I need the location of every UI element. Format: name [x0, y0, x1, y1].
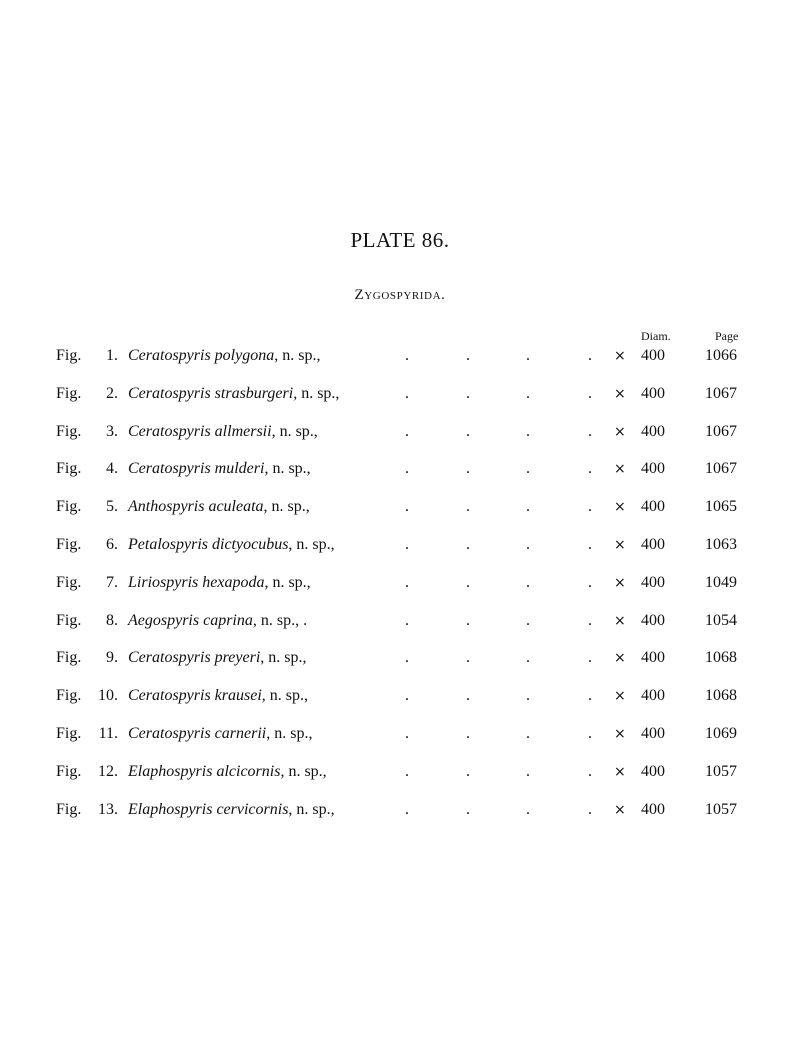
leader-dot: . [405, 347, 409, 364]
leader-dot: . [405, 724, 409, 742]
species-suffix: , n. sp., [274, 347, 321, 364]
figure-number: 9. [106, 649, 118, 667]
species-suffix: , n. sp., [288, 535, 335, 553]
leader-dot: . [466, 498, 470, 516]
species-entry [128, 645, 307, 671]
leader-dot: . [405, 800, 409, 818]
species-entry [128, 381, 339, 407]
figure-list [0, 343, 800, 834]
figure-label: Fig. [56, 422, 82, 440]
figure-number: 3. [106, 422, 118, 440]
figure-row [0, 683, 800, 721]
leader-dot: . [466, 800, 470, 818]
figure-label: Fig. [56, 498, 82, 516]
column-header-diam: Diam. [641, 329, 671, 343]
species-suffix: , n. sp., [288, 800, 335, 818]
leader-dot: . [526, 687, 530, 705]
leader-dot: . [526, 498, 530, 516]
section-title: Zygospyrida. [354, 287, 446, 303]
multiplication-sign: × [614, 499, 626, 516]
figure-label: Fig. [56, 535, 82, 553]
leader-dot: . [405, 762, 409, 780]
multiplication-sign: × [614, 763, 626, 780]
leader-dot: . [405, 384, 409, 402]
species-entry [128, 570, 311, 596]
page-number: 1057 [705, 800, 737, 818]
species-name: Ceratospyris krausei [128, 687, 262, 705]
species-entry [128, 721, 312, 747]
leader-dot: . [405, 498, 409, 516]
species-suffix: , n. sp., . [252, 611, 308, 629]
leader-dot: . [526, 762, 530, 780]
leader-dot: . [466, 611, 470, 629]
species-name: Anthospyris aculeata [128, 498, 264, 516]
leader-dot: . [588, 724, 592, 742]
species-name: Ceratospyris strasburgeri [128, 384, 294, 402]
magnification-value: 400 [641, 800, 665, 818]
leader-dot: . [466, 384, 470, 402]
leader-dot: . [405, 611, 409, 629]
species-name: Ceratospyris polygona [128, 347, 275, 364]
page-number: 1069 [705, 724, 737, 742]
figure-label: Fig. [56, 724, 82, 742]
leader-dot: . [466, 460, 470, 478]
leader-dot: . [405, 460, 409, 478]
leader-dot: . [466, 535, 470, 553]
leader-dot: . [526, 573, 530, 591]
magnification-value: 400 [641, 649, 665, 667]
figure-number: 12. [98, 762, 118, 780]
magnification-value: 400 [641, 724, 665, 742]
figure-number: 4. [106, 460, 118, 478]
figure-number: 1. [106, 347, 118, 364]
figure-number: 6. [106, 535, 118, 553]
species-entry [128, 343, 320, 369]
figure-number: 8. [106, 611, 118, 629]
species-name: Aegospyris caprina [128, 611, 253, 629]
figure-row [0, 381, 800, 419]
species-name: Ceratospyris preyeri [128, 649, 261, 667]
species-name: Ceratospyris carnerii [128, 724, 267, 742]
multiplication-sign: × [614, 574, 626, 591]
figure-row [0, 456, 800, 494]
figure-row [0, 570, 800, 608]
leader-dot: . [588, 687, 592, 705]
leader-dot: . [405, 535, 409, 553]
figure-number: 2. [106, 384, 118, 402]
figure-label: Fig. [56, 384, 82, 402]
leader-dot: . [588, 649, 592, 667]
species-entry [128, 797, 335, 823]
leader-dot: . [405, 573, 409, 591]
leader-dot: . [466, 762, 470, 780]
species-entry [128, 532, 335, 558]
figure-number: 11. [98, 724, 118, 742]
page-number: 1065 [705, 498, 737, 516]
figure-number: 5. [106, 498, 118, 516]
figure-label: Fig. [56, 611, 82, 629]
page-number: 1057 [705, 762, 737, 780]
page-number: 1068 [705, 649, 737, 667]
leader-dot: . [526, 611, 530, 629]
magnification-value: 400 [641, 762, 665, 780]
species-entry [128, 456, 311, 482]
figure-label: Fig. [56, 762, 82, 780]
species-suffix: , n. sp., [266, 724, 313, 742]
species-entry [128, 683, 308, 709]
leader-dot: . [526, 460, 530, 478]
leader-dot: . [405, 649, 409, 667]
figure-row [0, 343, 800, 381]
multiplication-sign: × [614, 688, 626, 705]
leader-dot: . [588, 611, 592, 629]
leader-dot: . [588, 535, 592, 553]
column-header-page: Page [715, 329, 739, 343]
leader-dot: . [588, 800, 592, 818]
multiplication-sign: × [614, 650, 626, 667]
figure-label: Fig. [56, 460, 82, 478]
page-number: 1049 [705, 573, 737, 591]
magnification-value: 400 [641, 573, 665, 591]
leader-dot: . [588, 422, 592, 440]
multiplication-sign: × [614, 461, 626, 478]
leader-dot: . [405, 687, 409, 705]
magnification-value: 400 [641, 422, 665, 440]
figure-row [0, 608, 800, 646]
species-name: Elaphospyris cervicornis [128, 800, 289, 818]
magnification-value: 400 [641, 460, 665, 478]
page-number: 1067 [705, 460, 737, 478]
multiplication-sign: × [614, 801, 626, 818]
page-number: 1066 [705, 347, 737, 364]
leader-dot: . [526, 422, 530, 440]
plate-title: PLATE 86. [350, 228, 450, 252]
multiplication-sign: × [614, 385, 626, 402]
leader-dot: . [466, 573, 470, 591]
figure-row [0, 721, 800, 759]
page-number: 1054 [705, 611, 737, 629]
leader-dot: . [405, 422, 409, 440]
leader-dot: . [526, 800, 530, 818]
magnification-value: 400 [641, 687, 665, 705]
leader-dot: . [466, 347, 470, 364]
species-suffix: , n. sp., [280, 762, 327, 780]
figure-number: 13. [98, 800, 118, 818]
species-entry [128, 494, 310, 520]
species-suffix: , n. sp., [260, 649, 307, 667]
figure-number: 7. [106, 573, 118, 591]
magnification-value: 400 [641, 498, 665, 516]
species-name: Petalospyris dictyocubus [128, 535, 289, 553]
species-suffix: , n. sp., [271, 422, 318, 440]
page-number: 1067 [705, 384, 737, 402]
multiplication-sign: × [614, 423, 626, 440]
figure-row [0, 532, 800, 570]
species-name: Ceratospyris mulderi [128, 460, 265, 478]
leader-dot: . [526, 384, 530, 402]
multiplication-sign: × [614, 725, 626, 742]
leader-dot: . [526, 347, 530, 364]
figure-row [0, 759, 800, 797]
species-entry [128, 759, 327, 785]
page-number: 1068 [705, 687, 737, 705]
figure-row [0, 797, 800, 835]
figure-row [0, 494, 800, 532]
leader-dot: . [588, 460, 592, 478]
leader-dot: . [588, 347, 592, 364]
leader-dot: . [466, 724, 470, 742]
figure-number: 10. [98, 687, 118, 705]
multiplication-sign: × [614, 536, 626, 553]
species-suffix: , n. sp., [261, 687, 309, 705]
figure-label: Fig. [56, 649, 82, 667]
species-suffix: , n. sp., [264, 573, 311, 591]
species-entry [128, 419, 318, 445]
figure-row [0, 645, 800, 683]
species-entry [128, 608, 307, 634]
figure-label: Fig. [56, 573, 82, 591]
leader-dot: . [526, 724, 530, 742]
leader-dot: . [466, 649, 470, 667]
species-name: Elaphospyris alcicornis [128, 762, 281, 780]
magnification-value: 400 [641, 535, 665, 553]
leader-dot: . [588, 498, 592, 516]
leader-dot: . [588, 384, 592, 402]
leader-dot: . [588, 573, 592, 591]
figure-row [0, 419, 800, 457]
figure-label: Fig. [56, 800, 82, 818]
page-number: 1067 [705, 422, 737, 440]
species-suffix: , n. sp., [263, 498, 310, 516]
leader-dot: . [466, 422, 470, 440]
species-suffix: , n. sp., [264, 460, 311, 478]
leader-dot: . [526, 649, 530, 667]
species-name: Ceratospyris allmersii [128, 422, 272, 440]
figure-label: Fig. [56, 687, 82, 705]
magnification-value: 400 [641, 611, 665, 629]
leader-dot: . [588, 762, 592, 780]
magnification-value: 400 [641, 347, 665, 364]
species-suffix: , n. sp., [293, 384, 340, 402]
multiplication-sign: × [614, 612, 626, 629]
leader-dot: . [526, 535, 530, 553]
figure-label: Fig. [56, 347, 82, 364]
species-name: Liriospyris hexapoda [128, 573, 265, 591]
multiplication-sign: × [614, 348, 626, 364]
leader-dot: . [466, 687, 470, 705]
page-number: 1063 [705, 535, 737, 553]
magnification-value: 400 [641, 384, 665, 402]
